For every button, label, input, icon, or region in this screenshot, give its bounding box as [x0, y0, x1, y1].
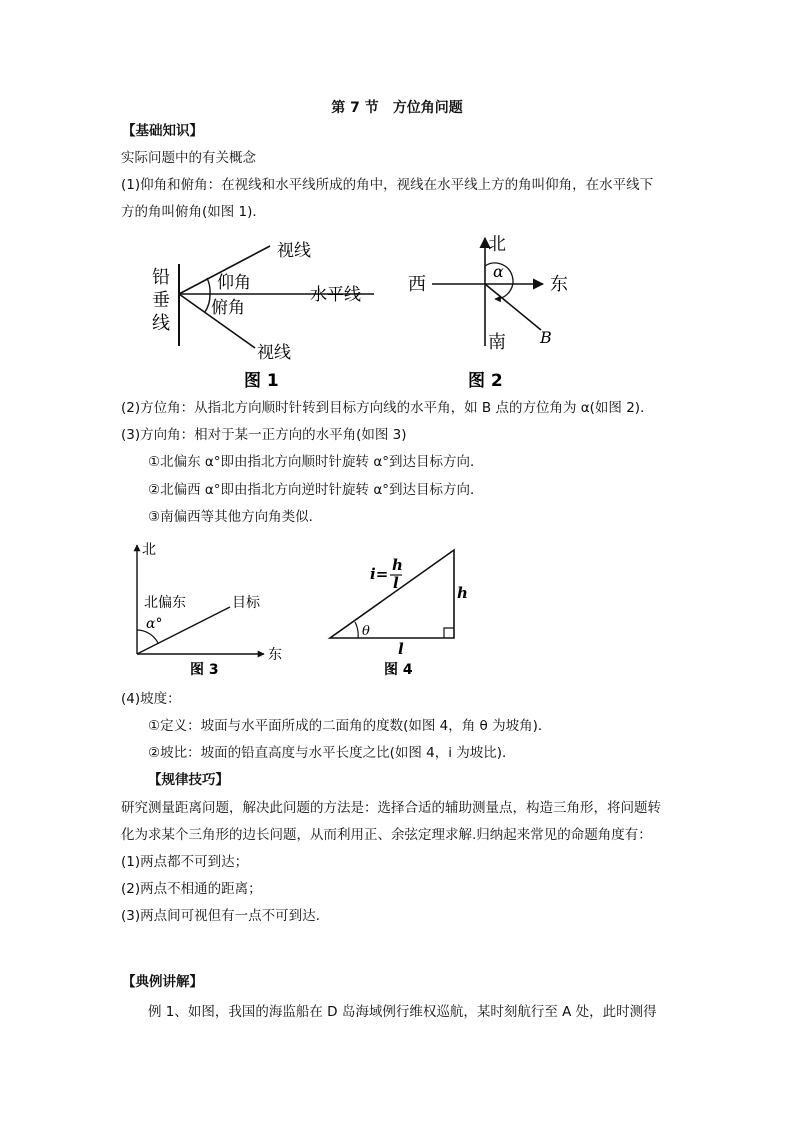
- tips-heading: 【规律技巧】: [148, 772, 229, 788]
- east-label: 东: [268, 647, 282, 663]
- figure-3-caption: 图 3: [190, 662, 219, 678]
- tips-line-2: 化为求某个三角形的边长问题，从而利用正、余弦定理求解.归纳起来常见的命题角度有：: [121, 827, 652, 843]
- figure-2: [400, 228, 600, 398]
- tips-item-3: (3)两点间可视但有一点不可到达.: [121, 908, 320, 924]
- para-3: (3)方向角：相对于某一正方向的水平角(如图 3): [121, 427, 407, 443]
- elevation-arc: [207, 278, 210, 294]
- theta-label: θ: [362, 624, 370, 639]
- para-3-item-2: ②北偏西 α°即由指北方向逆时针旋转 α°到达目标方向．: [148, 482, 484, 498]
- angle-label: α°: [146, 616, 163, 632]
- target-label: 目标: [232, 595, 260, 611]
- depression-label: 俯角: [211, 298, 245, 318]
- west-label: 西: [408, 274, 426, 295]
- vertical-label-3: 线: [152, 313, 170, 334]
- north-label: 北: [488, 234, 506, 255]
- slope-ratio-numerator: h: [392, 556, 403, 574]
- tips-item-1: (1)两点都不可到达；: [121, 854, 249, 870]
- basic-intro: 实际问题中的有关概念: [121, 150, 256, 166]
- figure-1: [140, 228, 380, 398]
- alpha-label: α: [493, 262, 504, 281]
- slope-ratio-label: i=: [370, 565, 389, 583]
- figure-3: [122, 537, 292, 682]
- figure-4: [322, 542, 492, 682]
- elevation-label: 仰角: [217, 273, 251, 293]
- example-1-text: 例 1、如图，我国的海监船在 D 岛海域例行维权巡航，某时刻航行至 A 处，此时测得: [148, 1004, 657, 1020]
- direction-label: 北偏东: [144, 595, 186, 611]
- tips-item-2: (2)两点不相通的距离；: [121, 881, 262, 897]
- examples-heading: 【典例讲解】: [122, 974, 203, 990]
- figure-2-caption: 图 2: [468, 371, 503, 391]
- para-3-item-1: ①北偏东 α°即由指北方向顺时针旋转 α°到达目标方向．: [148, 454, 484, 470]
- para-1-line-2: 方的角叫俯角(如图 1)．: [121, 204, 266, 220]
- length-label: l: [398, 640, 404, 658]
- para-2: (2)方位角：从指北方向顺时针转到目标方向线的水平角，如 B 点的方位角为 α(如图 2)．: [121, 400, 654, 416]
- para-1-line-1: (1)仰角和俯角：在视线和水平线所成的角中，视线在水平线上方的角叫仰角，在水平线下: [121, 177, 654, 193]
- tips-line-1: 研究测量距离问题，解决此问题的方法是：选择合适的辅助测量点，构造三角形，将问题转: [121, 800, 661, 816]
- para-3-item-3: ③南偏西等其他方向角类似．: [148, 509, 323, 525]
- para-4-item-2: ②坡比：坡面的铅直高度与水平长度之比(如图 4，i 为坡比)．: [148, 745, 516, 761]
- sight-label-down: 视线: [257, 343, 291, 363]
- right-angle-mark: [444, 628, 454, 638]
- depression-arc: [205, 294, 210, 312]
- horizontal-label: 水平线: [310, 285, 361, 305]
- north-label: 北: [142, 542, 156, 558]
- height-label: h: [457, 584, 468, 602]
- basic-heading: 【基础知识】: [122, 123, 203, 139]
- slope-ratio-denominator: l: [393, 574, 399, 592]
- theta-arc: [355, 622, 358, 638]
- east-label: 东: [550, 274, 568, 295]
- direction-to-b: [485, 284, 541, 330]
- south-label: 南: [488, 332, 506, 353]
- page-title: 第 7 节 方位角问题: [331, 100, 463, 116]
- para-4: (4)坡度：: [121, 691, 181, 707]
- vertical-label-1: 铅: [152, 267, 170, 288]
- point-b-label: B: [540, 328, 552, 347]
- figure-4-caption: 图 4: [384, 662, 413, 678]
- sight-label-up: 视线: [277, 241, 311, 261]
- vertical-label-2: 垂: [152, 290, 170, 311]
- figure-1-caption: 图 1: [244, 371, 279, 391]
- para-4-item-1: ①定义：坡面与水平面所成的二面角的度数(如图 4，角 θ 为坡角)．: [148, 718, 552, 734]
